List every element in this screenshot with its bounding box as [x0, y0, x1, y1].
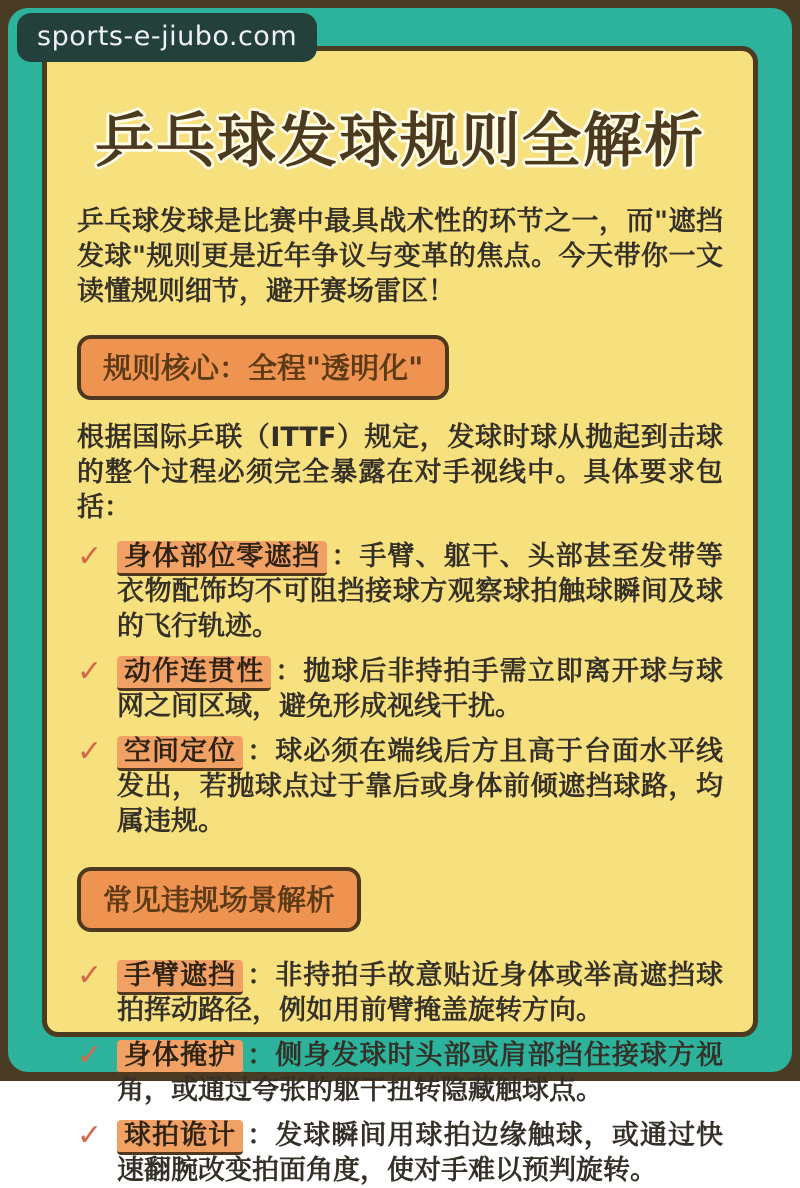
item-desc: 发球瞬间用球拍边缘触球，或通过快速翻腕改变拍面角度，使对手难以预判旋转。	[117, 1120, 724, 1186]
item-desc: 手臂、躯干、头部甚至发带等衣物配饰均不可阻挡接球方观察球拍触球瞬间及球的飞行轨迹。	[117, 541, 724, 642]
check-icon: ✓	[77, 539, 103, 574]
checklist-item-motion-continuity	[77, 654, 723, 724]
item-desc: 侧身发球时头部或肩部挡住接球方视角，或通过夸张的躯干扭转隐藏触球点。	[117, 1040, 724, 1106]
checklist-item-text	[117, 1118, 723, 1188]
section-heading-rules-core	[77, 335, 449, 400]
checklist-item-text	[117, 654, 723, 724]
checklist-item-text	[117, 958, 723, 1028]
checklist-item-body-cover	[77, 1038, 723, 1108]
checklist-item-text	[117, 1038, 723, 1108]
check-icon: ✓	[77, 1118, 103, 1153]
item-colon: ：	[247, 1120, 276, 1151]
item-desc: 球必须在端线后方且高于台面水平线发出，若抛球点过于靠后或身体前倾遮挡球路，均属违规。	[117, 736, 724, 837]
content-card	[42, 46, 758, 1186]
section-heading-text: 常见违规场景解析	[103, 883, 336, 917]
site-badge-text: sports-e-jiubo.com	[37, 21, 298, 52]
checklist-item-arm-block	[77, 958, 723, 1028]
item-colon: ：	[331, 541, 360, 572]
item-desc: 抛球后非持拍手需立即离开球与球网之间区域，避免形成视线干扰。	[117, 656, 724, 722]
check-icon: ✓	[77, 958, 103, 993]
check-icon: ✓	[77, 654, 103, 689]
item-label: 球拍诡计	[117, 1120, 243, 1155]
item-label: 动作连贯性	[117, 656, 271, 691]
item-label: 空间定位	[117, 736, 243, 771]
check-icon: ✓	[77, 734, 103, 769]
checklist-item-text	[117, 734, 723, 839]
item-label: 身体掩护	[117, 1040, 243, 1075]
site-badge	[17, 13, 317, 62]
item-colon: ：	[247, 960, 276, 991]
page-title: 乒乓球发球规则全解析	[94, 106, 705, 175]
item-desc: 非持拍手故意贴近身体或举高遮挡球拍挥动路径，例如用前臂掩盖旋转方向。	[117, 960, 724, 1026]
section-heading-text: 规则核心：全程"透明化"	[103, 351, 424, 385]
checklist-item-body-parts	[77, 539, 723, 644]
checklist-item-paddle-trick	[77, 1118, 723, 1188]
checklist-item-spatial-position	[77, 734, 723, 839]
rules-lead-paragraph: 根据国际乒联（ITTF）规定，发球时球从抛起到击球的整个过程必须完全暴露在对手视线中。具体要求包括：	[77, 422, 723, 523]
check-icon: ✓	[77, 1038, 103, 1073]
intro-paragraph: 乒乓球发球是比赛中最具战术性的环节之一，而"遮挡发球"规则更是近年争议与变革的焦点。今天带你一文读懂规则细节，避开赛场雷区！	[77, 206, 723, 307]
checklist-item-text	[117, 539, 723, 644]
section-heading-common-violations	[77, 867, 361, 932]
item-colon: ：	[247, 1040, 276, 1071]
teal-panel	[8, 8, 792, 1186]
item-label: 手臂遮挡	[117, 960, 243, 995]
item-colon: ：	[247, 736, 276, 767]
item-colon: ：	[275, 656, 304, 687]
item-label: 身体部位零遮挡	[117, 541, 327, 576]
